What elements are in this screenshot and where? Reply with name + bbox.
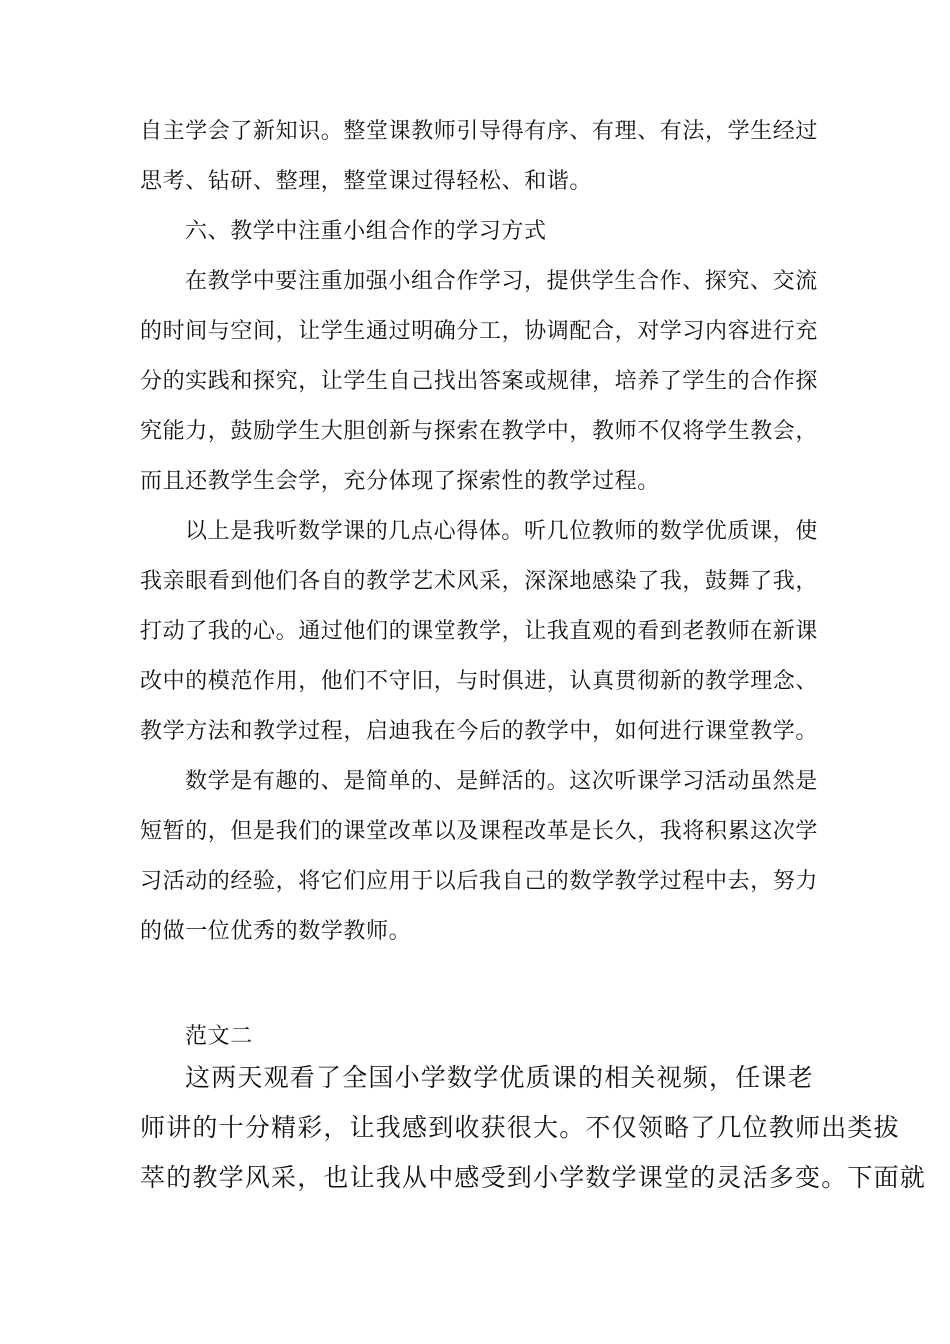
paragraph-line: 短暂的，但是我们的课堂改革以及课程改革是长久，我将积累这次学 xyxy=(140,819,819,844)
paragraph-line: 在教学中要注重加强小组合作学习，提供学生合作、探究、交流 xyxy=(185,269,818,294)
paragraph-line: 这两天观看了全国小学数学优质课的相关视频，任课老 xyxy=(185,1063,814,1092)
paragraph-line: 以上是我听数学课的几点心得体。听几位教师的数学优质课，使 xyxy=(185,519,818,544)
paragraph-line: 自主学会了新知识。整堂课教师引导得有序、有理、有法，学生经过 xyxy=(140,119,819,144)
paragraph-line: 萃的教学风采，也让我从中感受到小学数学课堂的灵活多变。下面就 xyxy=(140,1163,927,1192)
paragraph-line: 师讲的十分精彩，让我感到收获很大。不仅领略了几位教师出类拔 xyxy=(140,1113,900,1142)
paragraph-line: 分的实践和探究，让学生自己找出答案或规律，培养了学生的合作探 xyxy=(140,369,819,394)
paragraph-line: 究能力，鼓励学生大胆创新与探索在教学中，教师不仅将学生教会， xyxy=(140,419,819,444)
paragraph-line: 我亲眼看到他们各自的教学艺术风采，深深地感染了我，鼓舞了我， xyxy=(140,569,819,594)
section-heading: 六、教学中注重小组合作的学习方式 xyxy=(185,219,547,244)
section-title: 范文二 xyxy=(185,1024,253,1049)
paragraph-line: 习活动的经验，将它们应用于以后我自己的数学教学过程中去，努力 xyxy=(140,869,819,894)
paragraph-line: 思考、钻研、整理，整堂课过得轻松、和谐。 xyxy=(140,169,593,194)
paragraph-line: 教学方法和教学过程，启迪我在今后的教学中，如何进行课堂教学。 xyxy=(140,719,819,744)
paragraph-line: 的时间与空间，让学生通过明确分工，协调配合，对学习内容进行充 xyxy=(140,319,819,344)
paragraph-line: 数学是有趣的、是简单的、是鲜活的。这次听课学习活动虽然是 xyxy=(185,769,818,794)
paragraph-line: 改中的模范作用，他们不守旧，与时俱进，认真贯彻新的教学理念、 xyxy=(140,669,819,694)
paragraph-line: 的做一位优秀的数学教师。 xyxy=(140,919,412,944)
paragraph-line: 打动了我的心。通过他们的课堂教学，让我直观的看到老教师在新课 xyxy=(140,619,819,644)
paragraph-line: 而且还教学生会学，充分体现了探索性的教学过程。 xyxy=(140,469,660,494)
